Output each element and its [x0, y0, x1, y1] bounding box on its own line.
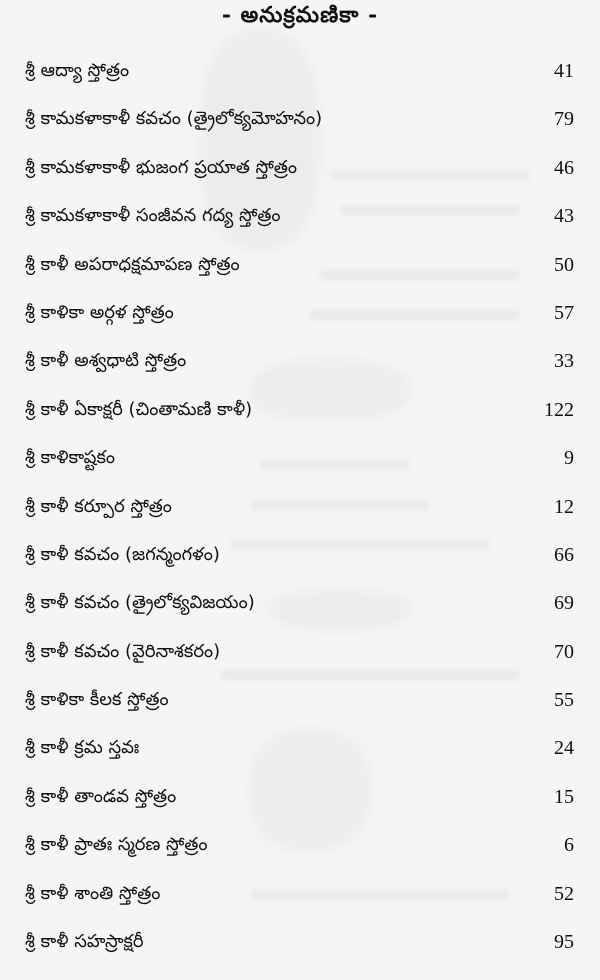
toc-entry-title: శ్రీ కాళీ కవచం (త్రైలోక్యవిజయం)	[25, 592, 255, 614]
toc-entry-title: శ్రీ కాళీ అశ్వధాటి స్తోత్రం	[25, 350, 187, 372]
toc-entry	[0, 633, 600, 681]
toc-entry-title: శ్రీ కాళికాష్టకం	[25, 447, 115, 469]
toc-entry-page-number: 69	[554, 592, 574, 615]
toc-entry	[0, 294, 600, 342]
toc-entry	[0, 149, 600, 197]
toc-entry-title: శ్రీ కాళీ కర్పూర స్తోత్రం	[25, 495, 172, 517]
toc-entry-page-number: 9	[564, 447, 574, 470]
toc-entry	[0, 681, 600, 729]
toc-entry-title: శ్రీ కాళీ తాండవ స్తోత్రం	[25, 785, 177, 807]
toc-entry-page-number: 70	[554, 640, 574, 663]
toc-entry-title: శ్రీ ఆద్యా స్తోత్రం	[25, 60, 130, 81]
toc-entry-title: శ్రీ కాళీ అపరాధక్షమాపణ స్తోత్రం	[25, 253, 240, 275]
toc-entry	[0, 584, 600, 632]
toc-entry-page-number: 66	[554, 543, 574, 566]
toc-entry-page-number: 55	[554, 689, 574, 712]
toc-entry-title: శ్రీ కామకళాకాళీ కవచం (త్రైలోక్యమోహనం)	[25, 108, 323, 130]
toc-entry-page-number: 122	[544, 398, 574, 421]
toc-entry	[0, 439, 600, 487]
toc-entry-page-number: 79	[554, 108, 574, 131]
toc-entry-title: శ్రీ కాళీ సహస్రాక్షరీ	[25, 931, 144, 953]
toc-entry-title: శ్రీ కాళీ కవచం (వైరినాశకరం)	[25, 640, 221, 662]
toc-entry-title: శ్రీ కాళీ ప్రాతః స్మరణ స్తోత్రం	[25, 834, 208, 856]
toc-entry	[0, 729, 600, 777]
toc-entry-title: శ్రీ కామకళాకాళీ సంజీవన గద్య స్తోత్రం	[25, 205, 281, 227]
toc-entry-page-number: 95	[554, 931, 574, 954]
toc-entry	[0, 923, 600, 971]
toc-entry-title: శ్రీ కాళికా కీలక స్తోత్రం	[25, 689, 169, 711]
toc-entry-title: శ్రీ కాళీ శాంతి స్తోత్రం	[25, 882, 161, 904]
toc-entry-page-number: 24	[554, 737, 574, 760]
toc-entry	[0, 342, 600, 390]
toc-entry-page-number: 33	[554, 350, 574, 373]
toc-entry-page-number: 57	[554, 301, 574, 324]
toc-entry	[0, 52, 600, 100]
toc-entry-page-number: 50	[554, 253, 574, 276]
toc-entry	[0, 875, 600, 923]
toc-entry-title: శ్రీ కామకళాకాళీ భుజంగ ప్రయాత స్తోత్రం	[25, 156, 298, 178]
toc-entry	[0, 391, 600, 439]
toc-entry-page-number: 6	[564, 834, 574, 857]
toc-entry	[0, 826, 600, 874]
toc-entry	[0, 100, 600, 148]
toc-entry-title: శ్రీ కాళీ ఏకాక్షరీ (చింతామణి కాళీ)	[25, 398, 253, 420]
page-title: - అనుక్రమణికా -	[221, 2, 379, 28]
toc-entry-page-number: 15	[554, 785, 574, 808]
toc-entry-page-number: 41	[554, 60, 574, 82]
toc-entry	[0, 488, 600, 536]
toc-entry-page-number: 12	[554, 495, 574, 518]
toc-entry	[0, 778, 600, 826]
toc-entry	[0, 536, 600, 584]
toc-entry-page-number: 52	[554, 882, 574, 905]
toc-entry	[0, 246, 600, 294]
toc-entry	[0, 197, 600, 245]
toc-entry-title: శ్రీ కాళీ కవచం (జగన్మంగళం)	[25, 543, 220, 565]
toc-entry-page-number: 43	[554, 205, 574, 228]
toc-entry-title: శ్రీ కాళికా అర్గళ స్తోత్రం	[25, 301, 174, 323]
table-of-contents	[0, 52, 600, 971]
toc-entry-title: శ్రీ కాళీ క్రమ స్తవః	[25, 737, 140, 759]
toc-entry-page-number: 46	[554, 156, 574, 179]
